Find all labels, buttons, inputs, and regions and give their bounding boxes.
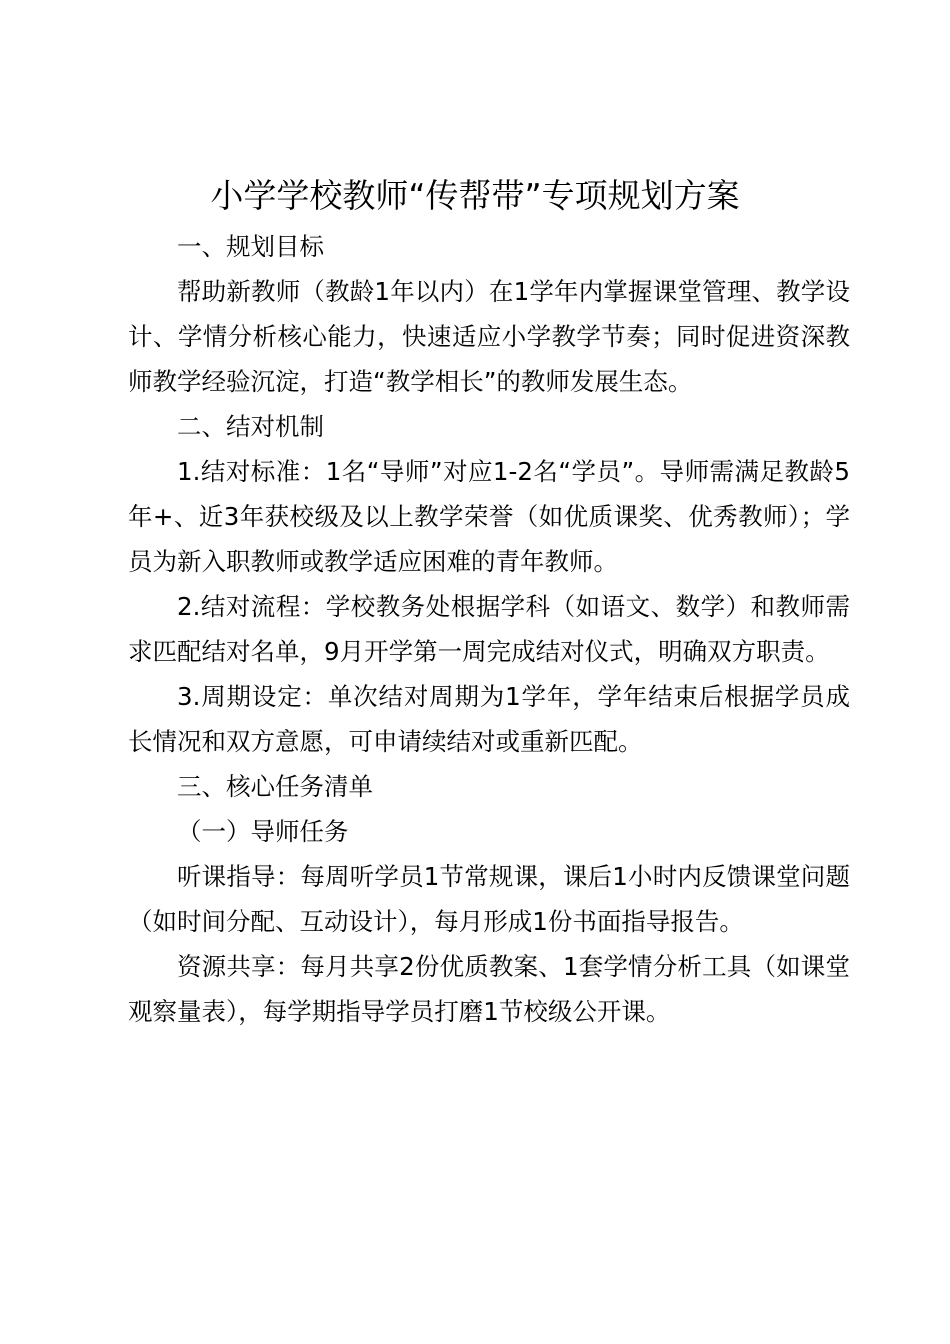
heading-planning-goals: 一、规划目标 bbox=[177, 232, 324, 261]
paragraph-pairing-process: 2.结对流程：学校教务处根据学科（如语文、数学）和教师需求匹配结对名单，9月开学第一周完成结对仪式，明确双方职责。 bbox=[128, 592, 850, 666]
document-title: 小学学校教师“传帮带”专项规划方案 bbox=[210, 176, 740, 215]
paragraph-pairing-standard: 1.结对标准：1名“导师”对应1-2名“学员”。导师需满足教龄5年+、近3年获校级及以上教学荣誉（如优质课奖、优秀教师）；学员为新入职教师或教学适应困难的青年教师。 bbox=[128, 457, 850, 576]
heading-pairing-mechanism: 二、结对机制 bbox=[177, 412, 324, 441]
heading-core-tasks: 三、核心任务清单 bbox=[177, 772, 373, 801]
subheading-mentor-tasks: （一）导师任务 bbox=[177, 817, 349, 846]
document-body bbox=[128, 224, 850, 1034]
paragraph-planning-goals: 帮助新教师（教龄1年以内）在1学年内掌握课堂管理、教学设计、学情分析核心能力，快速适应小学教学节奏；同时促进资深教师教学经验沉淀，打造“教学相长”的教师发展生态。 bbox=[128, 277, 850, 396]
paragraph-resource-sharing: 资源共享：每月共享2份优质教案、1套学情分析工具（如课堂观察量表），每学期指导学员打磨1节校级公开课。 bbox=[128, 952, 850, 1026]
paragraph-cycle-setting: 3.周期设定：单次结对周期为1学年，学年结束后根据学员成长情况和双方意愿，可申请续结对或重新匹配。 bbox=[128, 682, 850, 756]
paragraph-lesson-guidance: 听课指导：每周听学员1节常规课，课后1小时内反馈课堂问题（如时间分配、互动设计），每月形成1份书面指导报告。 bbox=[128, 862, 850, 936]
